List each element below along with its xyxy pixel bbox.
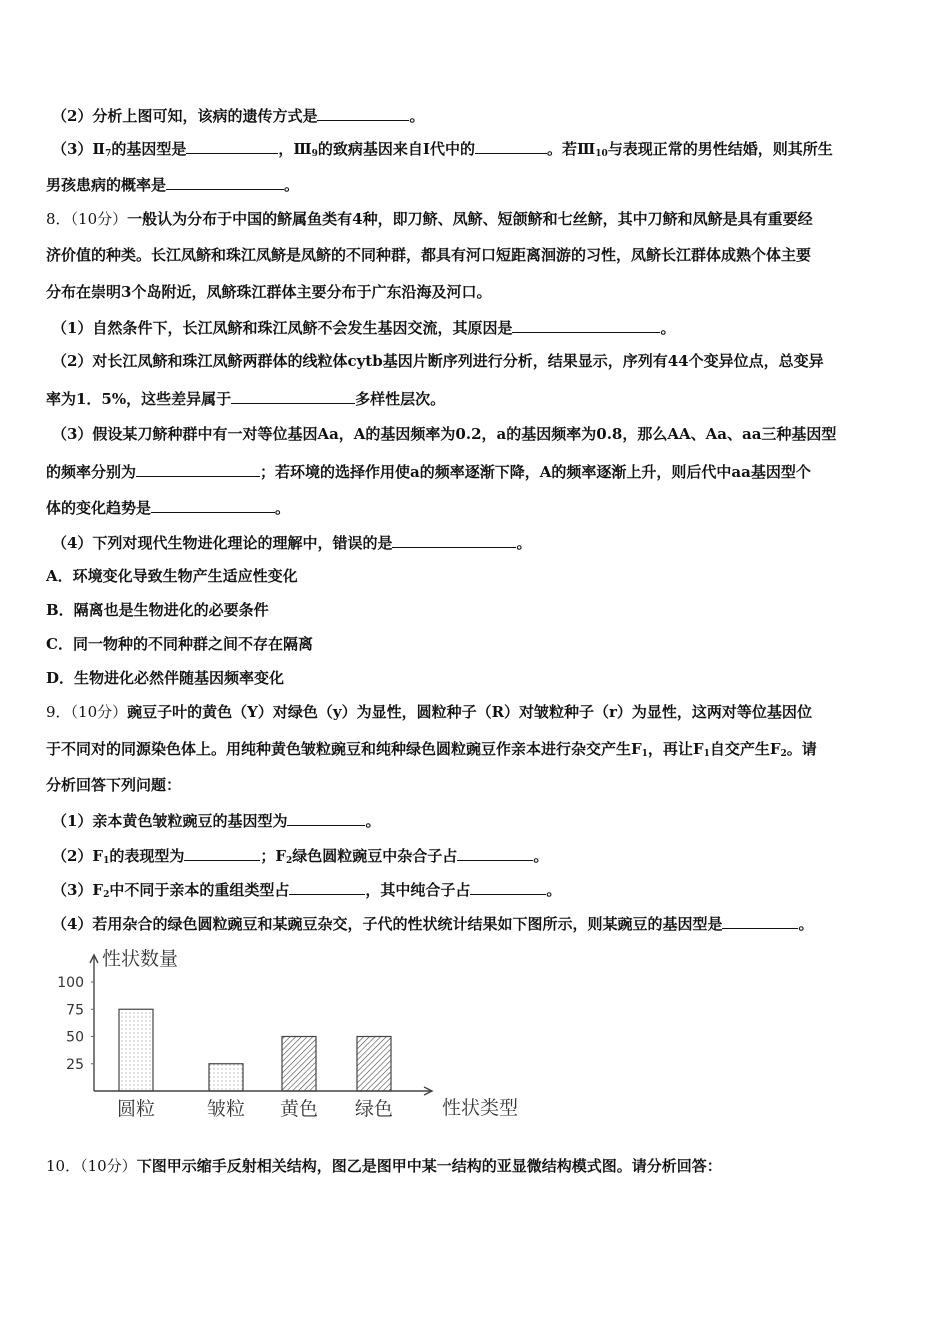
answer-blank[interactable] <box>317 105 409 121</box>
q9-stem-line3: 分析回答下列问题： <box>46 776 182 794</box>
answer-blank[interactable] <box>392 532 516 548</box>
q8-part3: （3）假设某刀鲚种群中有一对等位基因Aa，A的基因频率为0.2，a的基因频率为0.8，那么AA、Aa、aa三种基因型 <box>52 425 837 443</box>
answer-blank[interactable] <box>289 879 365 895</box>
q8-stem: 8．（10分）一般认为分布于中国的鲚属鱼类有4种，即刀鲚、凤鲚、短颌鲚和七丝鲚，其中刀鲚和凤鲚是具有重要经 <box>46 210 813 228</box>
bar-2 <box>209 1064 243 1091</box>
q9-part3: $(3)F_2$中不同于亲本的重组类型占 ，其中纯合子占 。 <box>52 881 562 900</box>
q10-stem: 10．（10分）下图甲示缩手反射相关结构，图乙是图甲中某一结构的亚显微结构模式图。请分析回答： <box>46 1157 722 1175</box>
question-number: 8．（10分） <box>46 210 128 228</box>
answer-blank[interactable] <box>287 810 365 826</box>
y-tick-label: 25 <box>66 1056 84 1073</box>
q8-part3-cont: 的频率分别为 ；若环境的选择作用使a的频率逐渐下降，A的频率逐渐上升，则后代中aa基因型个 <box>46 463 811 481</box>
answer-blank[interactable] <box>151 497 275 513</box>
q8-part4: （4）下列对现代生物进化理论的理解中，错误的是 。 <box>52 534 532 552</box>
x-tick-label: 皱粒 <box>206 1098 246 1120</box>
y-axis-label: 性状数量 <box>102 948 179 970</box>
q7-part3: $(3)Ⅱ_7$的基因型是 ，$Ⅲ_9$的致病基因来自Ⅰ代中的 。若$Ⅲ_{10}$与表现正常的男性结婚，则其所生 <box>52 140 833 159</box>
answer-blank[interactable] <box>231 388 355 404</box>
answer-blank[interactable] <box>184 845 260 861</box>
bar-3 <box>282 1037 316 1092</box>
q8-stem-line2: 济价值的种类。长江凤鲚和珠江凤鲚是凤鲚的不同种群，都具有河口短距离洄游的习性，凤鲚长江群体成熟个体主要 <box>46 246 812 264</box>
q9-part4: （4）若用杂合的绿色圆粒豌豆和某豌豆杂交，子代的性状统计结果如下图所示，则某豌豆的基因型是 。 <box>52 915 814 933</box>
q8-part3-cont2: 体的变化趋势是 。 <box>46 499 291 517</box>
y-tick-label: 75 <box>66 1002 84 1019</box>
answer-blank[interactable] <box>457 845 533 861</box>
q9-stem: 9．（10分）豌豆子叶的黄色（Y）对绿色（y）为显性，圆粒种子（R）对皱粒种子（r）为显性，这两对等位基因位 <box>46 703 812 721</box>
x-axis-label: 性状类型 <box>442 1097 519 1119</box>
answer-blank[interactable] <box>186 138 278 154</box>
answer-blank[interactable] <box>470 879 546 895</box>
answer-blank[interactable] <box>722 913 798 929</box>
q8-part2: （2）对长江凤鲚和珠江凤鲚两群体的线粒体cytb基因片断序列进行分析，结果显示，序列有44个变异位点，总变异 <box>52 352 824 370</box>
q8-stem-line3: 分布在崇明3个岛附近，凤鲚珠江群体主要分布于广东沿海及河口。 <box>46 283 492 301</box>
y-tick-label: 100 <box>57 975 84 991</box>
q8-option-c[interactable]: C．同一物种的不同种群之间不存在隔离 <box>46 635 313 653</box>
question-number: 9．（10分） <box>46 703 128 721</box>
q9-part1: （1）亲本黄色皱粒豌豆的基因型为 。 <box>52 812 381 830</box>
q9-stem-line2: 于不同对的同源染色体上。用纯种黄色皱粒豌豆和纯种绿色圆粒豌豆作亲本进行杂交产生$F_1$，再让$F_1$自交产生$F_2$。请 <box>46 740 817 759</box>
q7-part3-cont: 男孩患病的概率是 。 <box>46 176 300 194</box>
x-tick-label: 绿色 <box>354 1098 394 1120</box>
x-tick-label: 黄色 <box>279 1098 319 1120</box>
answer-blank[interactable] <box>512 317 660 333</box>
q8-part2-cont: 率为1．5%，这些差异属于 多样性层次。 <box>46 390 446 408</box>
bar-4 <box>357 1037 391 1092</box>
q7-part2: （2）分析上图可知，该病的遗传方式是 。 <box>52 107 425 125</box>
answer-blank[interactable] <box>136 461 260 477</box>
q8-option-b[interactable]: B．隔离也是生物进化的必要条件 <box>46 601 269 619</box>
q8-part1: （1）自然条件下，长江凤鲚和珠江凤鲚不会发生基因交流，其原因是 。 <box>52 319 676 337</box>
answer-blank[interactable] <box>166 174 284 190</box>
question-number: 10．（10分） <box>46 1157 137 1175</box>
y-tick-label: 50 <box>66 1029 84 1046</box>
answer-blank[interactable] <box>475 138 547 154</box>
q9-part2: $(2)F_1$的表现型为 ；$F_2$绿色圆粒豌豆中杂合子占 。 <box>52 847 549 866</box>
x-tick-label: 圆粒 <box>116 1098 156 1120</box>
q8-option-a[interactable]: A．环境变化导致生物产生适应性变化 <box>46 567 298 585</box>
bar-1 <box>119 1009 153 1091</box>
q8-option-d[interactable]: D．生物进化必然伴随基因频率变化 <box>46 669 285 687</box>
trait-count-bar-chart <box>52 935 552 1130</box>
